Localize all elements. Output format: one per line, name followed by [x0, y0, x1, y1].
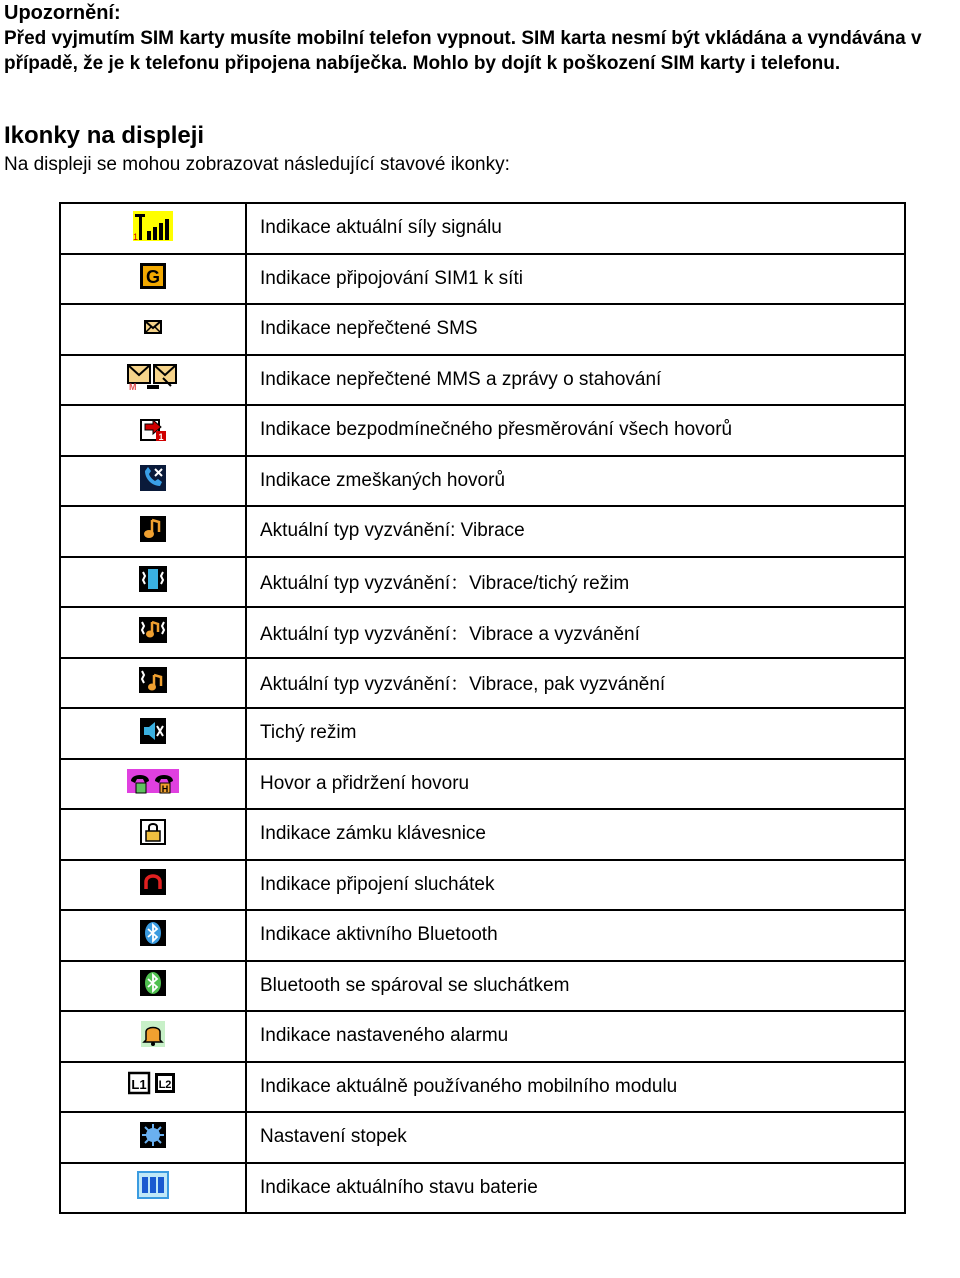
- row-label: Indikace zámku klávesnice: [246, 809, 905, 860]
- icon-table: [59, 202, 906, 1214]
- network-g-icon: [140, 263, 166, 294]
- table-row: [60, 1112, 905, 1163]
- table-row: [60, 203, 905, 254]
- warning-title: Upozornění:: [4, 2, 121, 24]
- row-label: Tichý režim: [246, 708, 905, 759]
- row-label: Indikace připojení sluchátek: [246, 860, 905, 911]
- unread-mms-icon: [127, 363, 179, 396]
- svg-text:G: G: [145, 267, 161, 288]
- missed-call-icon: [140, 465, 166, 496]
- table-row: [60, 759, 905, 810]
- table-row: [60, 708, 905, 759]
- vibrate-then-ring-icon: [139, 667, 167, 698]
- row-label: Indikace aktuální síly signálu: [246, 203, 905, 254]
- vibrate-ring-icon: [139, 617, 167, 648]
- section-intro: Na displeji se mohou zobrazovat následující stavové ikonky:: [4, 154, 510, 175]
- ring-icon: [140, 516, 166, 547]
- headset-icon: [140, 869, 166, 900]
- row-label: Indikace aktivního Bluetooth: [246, 910, 905, 961]
- table-row: [60, 910, 905, 961]
- table-row: [60, 355, 905, 406]
- row-label: Indikace nepřečtené MMS a zprávy o stahování: [246, 355, 905, 406]
- signal-strength-icon: [133, 211, 173, 246]
- row-label: Hovor a přidržení hovoru: [246, 759, 905, 810]
- section-title: Ikonky na displeji: [4, 122, 205, 149]
- row-label: Indikace nastaveného alarmu: [246, 1011, 905, 1062]
- call-hold-icon: [127, 767, 179, 800]
- row-label: Bluetooth se spároval se sluchátkem: [246, 961, 905, 1012]
- row-label: Aktuální typ vyzvánění：Vibrace, pak vyzvánění: [246, 658, 905, 709]
- silent-mode-icon: [140, 718, 166, 749]
- bluetooth-active-icon: [140, 920, 166, 951]
- keypad-lock-icon: [140, 819, 166, 850]
- row-label: Aktuální typ vyzvánění：Vibrace a vyzvánění: [246, 607, 905, 658]
- row-label: Aktuální typ vyzvánění: Vibrace: [246, 506, 905, 557]
- row-label: Nastavení stopek: [246, 1112, 905, 1163]
- svg-text:H: H: [161, 784, 169, 795]
- svg-text:1: 1: [133, 231, 139, 241]
- bluetooth-paired-icon: [140, 970, 166, 1001]
- table-row: [60, 304, 905, 355]
- table-row: [60, 1062, 905, 1113]
- table-row: [60, 860, 905, 911]
- row-label: Indikace aktuálního stavu baterie: [246, 1163, 905, 1214]
- svg-text:M: M: [129, 382, 137, 392]
- row-label: Indikace zmeškaných hovorů: [246, 456, 905, 507]
- svg-text:L1: L1: [131, 1077, 147, 1093]
- stopwatch-icon: [140, 1122, 166, 1153]
- vibrate-silent-icon: [139, 566, 167, 597]
- svg-text:1: 1: [158, 431, 164, 442]
- table-row: [60, 254, 905, 305]
- table-row: [60, 658, 905, 709]
- svg-text:L2: L2: [158, 1079, 172, 1092]
- table-row: [60, 456, 905, 507]
- unread-sms-icon: [144, 320, 162, 339]
- table-row: [60, 1011, 905, 1062]
- row-label: Aktuální typ vyzvánění：Vibrace/tichý režim: [246, 557, 905, 608]
- table-row: [60, 506, 905, 557]
- table-row: [60, 557, 905, 608]
- warning-text: Před vyjmutím SIM karty musíte mobilní telefon vypnout. SIM karta nesmí být vkládána a vyndávána v případě, že je k telefonu připojena nabíječka. Mohlo by dojít k poškození SIM karty i telefonu.: [4, 28, 922, 74]
- table-row: [60, 961, 905, 1012]
- battery-icon: [137, 1171, 169, 1204]
- table-row: [60, 1163, 905, 1214]
- table-row: [60, 607, 905, 658]
- row-label: Indikace nepřečtené SMS: [246, 304, 905, 355]
- row-label: Indikace připojování SIM1 k síti: [246, 254, 905, 305]
- sim-module-icon: [128, 1071, 178, 1102]
- row-label: Indikace aktuálně používaného mobilního modulu: [246, 1062, 905, 1113]
- call-forward-icon: [139, 414, 167, 447]
- row-label: Indikace bezpodmínečného přesměrování všech hovorů: [246, 405, 905, 456]
- table-row: [60, 405, 905, 456]
- alarm-icon: [141, 1021, 165, 1052]
- table-row: [60, 809, 905, 860]
